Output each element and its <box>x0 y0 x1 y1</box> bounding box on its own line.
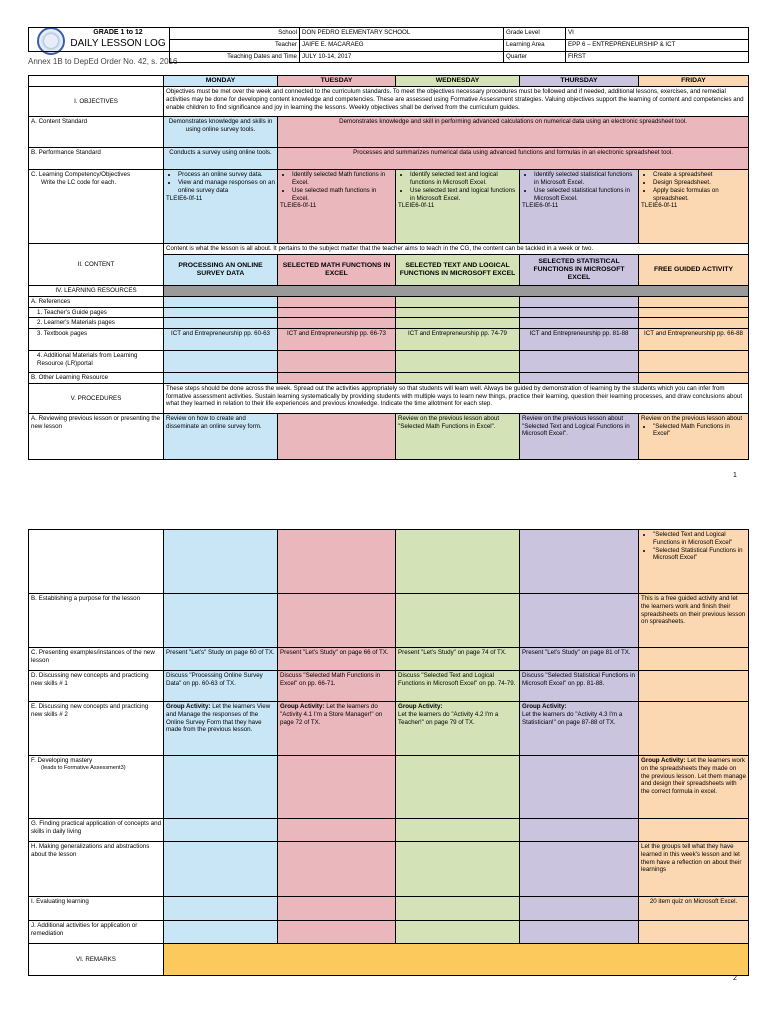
list-item: • "Selected Math Functions in Excel" <box>653 423 746 439</box>
evaluating-friday: 20 item quiz on Microsoft Excel. <box>639 897 749 921</box>
competency-thursday-list <box>522 171 636 202</box>
lc-code: TLEIE6-0f-11 <box>641 202 678 210</box>
presenting-thursday: Present "Let's Study" on page 81 of TX. <box>520 648 639 671</box>
review-friday-list <box>641 423 746 439</box>
group-activity-label: Group Activity: <box>166 703 211 710</box>
day-header-wednesday: WEDNESDAY <box>396 76 520 87</box>
performance-standard-rest: Processes and summarizes numerical data using advanced functions and formulas in an electronic spreadsheet tool. <box>278 148 749 170</box>
presenting-tuesday: Present "Let's Study" on page 66 of TX. <box>278 648 396 671</box>
competency-friday-list <box>641 171 746 202</box>
content-standard-label: A. Content Standard <box>29 117 164 148</box>
competency-wednesday-list <box>398 171 517 202</box>
annex-note: Annex 1B to DepEd Order No. 42, s. 2016 <box>28 57 178 66</box>
lesson-table-page-2 <box>28 529 749 976</box>
group-activity-label: Group Activity: <box>641 757 686 764</box>
quarter-value: FIRST <box>566 52 749 63</box>
header-table <box>28 27 749 63</box>
lc-code: TLEIE6-0f-11 <box>398 202 435 210</box>
presenting-monday: Present "Let's" Study on page 60 of TX. <box>164 648 278 671</box>
list-item: • Use selected text and logical functions in Microsoft Excel. <box>410 187 517 203</box>
textbook-wednesday: ICT and Entrepreneurship pp. 74-79 <box>396 329 520 351</box>
teacher-label: Teacher <box>170 40 300 52</box>
discuss1-thursday: Discuss "Selected Statistical Functions in Microsoft Excel" on pp. 81-88. <box>520 671 639 702</box>
review-monday: Review on how to create and disseminate an online survey form. <box>164 413 278 459</box>
list-item: • Identify selected statistical functions in Microsoft Excel. <box>534 171 636 187</box>
review-wednesday: Review on the previous lesson about "Selected Math Functions in Excel". <box>396 413 520 459</box>
objectives-text: Objectives must be met over the week and connected to the curriculum standards. To meet the objectives necessary procedures must be followed and if needed, additional lessons, exercises, and remedial activities may be done for developing content knowledge and competencies. These are assessed using Formative Assessment strategies. Valuing objectives support the learning of content and competencies and enable children to find significance and joy in learning the lessons. Weekly objectives shall be derived from the curriculum guides. <box>164 87 749 117</box>
list-item: • "Selected Text and Logical Functions in Microsoft Excel" <box>653 531 746 547</box>
remarks-label: VI. REMARKS <box>29 944 164 976</box>
school-label: School <box>170 28 300 40</box>
day-header-thursday: THURSDAY <box>520 76 639 87</box>
content-standard-rest: Demonstrates knowledge and skill in performing advanced calculations on numerical data using an electronic spreadsheet tool. <box>278 117 749 148</box>
list-item: • View and manage responses on an online survey data <box>178 179 275 195</box>
discuss2-wednesday: Let the learners do "Activity 4.2 I'm a Teacher!" on page 79 of TX. <box>398 710 499 726</box>
textbook-label: 3. Textbook pages <box>29 329 164 351</box>
generalization-label: H. Making generalizations and abstractions about the lesson <box>29 842 164 897</box>
list-item: • Design Spreadsheet. <box>653 179 746 187</box>
presenting-wednesday: Present "Let's Study" on page 74 of TX. <box>396 648 520 671</box>
presenting-label: C. Presenting examples/instances of the new lesson <box>29 648 164 671</box>
discuss2-thursday: Let the learners do "Activity 4.3 I'm a Statistician!" on page 87-88 of TX. <box>522 710 623 726</box>
teachers-guide-label: 1. Teacher's Guide pages <box>29 307 164 318</box>
textbook-friday: ICT and Entrepreneurship pp. 66-88 <box>639 329 749 351</box>
review-friday-list-continued <box>641 531 746 562</box>
discuss1-monday: Discuss "Processing Online Survey Data" on pp. 60-63 of TX. <box>164 671 278 702</box>
list-item: • Identify selected Math functions in Excel. <box>292 171 393 187</box>
learners-materials-label: 2. Learner's Materials pages <box>29 318 164 329</box>
lc-code: TLEIE6-0f-11 <box>522 202 559 210</box>
competency-label: C. Learning Competency/Objectives <box>31 171 131 179</box>
textbook-monday: ICT and Entrepreneurship pp. 60-63 <box>164 329 278 351</box>
discuss1-label: D. Discussing new concepts and practicing new skills # 1 <box>29 671 164 702</box>
generalization-friday: Let the groups tell what they have learned in this week's lesson and let them have a reflection on about their learnings <box>639 842 749 897</box>
group-activity-label: Group Activity: <box>280 703 325 710</box>
document-title: DAILY LESSON LOG <box>70 37 166 49</box>
textbook-thursday: ICT and Entrepreneurship pp. 81-88 <box>520 329 639 351</box>
procedures-note: These steps should be done across the week. Spread out the activities appropriately so that students will learn well. Always be guided by demonstration of learning by the students which you can infer from formative assessment activities. Sustain learning systematically by providing students with multiple ways to learn new things, practice their learning, question their learning processes, and draw conclusions about what they learned in relation to their life experiences and previous knowledge. Indicate the time allotment for each step. <box>164 383 749 413</box>
discuss1-tuesday: Discuss "Selected Math Functions in Excel" on pp. 66-71. <box>278 671 396 702</box>
review-friday-intro: Review on the previous lesson about <box>641 414 743 422</box>
list-item: • Use selected math functions in Excel. <box>292 187 393 203</box>
other-resources-label: B. Other Learning Resource <box>29 373 164 384</box>
competency-monday-list <box>166 171 275 194</box>
performance-standard-label: B. Performance Standard <box>29 148 164 170</box>
grade-range: GRADE 1 to 12 <box>93 29 143 36</box>
list-item: • Identify selected text and logical functions in Microsoft Excel. <box>410 171 517 187</box>
learning-area-label: Learning Area <box>504 40 566 52</box>
day-header-monday: MONDAY <box>164 76 278 87</box>
list-item: • Create a spreadsheet <box>653 171 746 179</box>
application-label: G. Finding practical application of concepts and skills in daily living <box>29 819 164 842</box>
page-number: 2 <box>733 975 737 982</box>
performance-standard-monday: Conducts a survey using online tools. <box>164 148 278 170</box>
lc-code: TLEIE6-0f-11 <box>166 194 203 202</box>
competency-sublabel: Write the LC code for each. <box>41 179 117 187</box>
purpose-label: B. Establishing a purpose for the lesson <box>29 594 164 648</box>
group-activity-label: Group Activity: <box>398 703 443 710</box>
page-number: 1 <box>733 472 737 479</box>
mastery-label: F. Developing mastery <box>31 757 93 764</box>
evaluating-label: I. Evaluating learning <box>29 897 164 921</box>
learning-area-value: EPP 6 – ENTREPRENEURSHIP & ICT <box>566 40 749 52</box>
content-wednesday: SELECTED TEXT AND LOGICAL FUNCTIONS IN MICROSOFT EXCEL <box>396 255 520 286</box>
content-thursday: SELECTED STATISTICAL FUNCTIONS IN MICROSOFT EXCEL <box>520 255 639 286</box>
teacher-value: JAIFE E. MACARAEG <box>300 40 504 52</box>
lc-code: TLEIE6-0f-11 <box>280 202 317 210</box>
day-header-friday: FRIDAY <box>639 76 749 87</box>
review-label: A. Reviewing previous lesson or presenting the new lesson <box>29 413 164 459</box>
mastery-sublabel: (leads to Formative Assessment3) <box>41 764 126 771</box>
grade-level-label: Grade Level <box>504 28 566 40</box>
content-monday: PROCESSING AN ONLINE SURVEY DATA <box>164 255 278 286</box>
dates-value: JULY 10-14, 2017 <box>300 52 504 63</box>
list-item: • "Selected Statistical Functions in Microsoft Excel" <box>653 547 746 563</box>
content-friday: FREE GUIDED ACTIVITY <box>639 255 749 286</box>
list-item: • Apply basic formulas on spreadsheet. <box>653 187 746 203</box>
additional-materials-label: 4. Additional Materials from Learning Resource (LR)portal <box>29 351 164 373</box>
procedures-label: V. PROCEDURES <box>29 383 164 413</box>
textbook-tuesday: ICT and Entrepreneurship pp. 66-73 <box>278 329 396 351</box>
content-tuesday: SELECTED MATH FUNCTIONS IN EXCEL <box>278 255 396 286</box>
quarter-label: Quarter <box>504 52 566 63</box>
list-item: • Process an online survey data. <box>178 171 275 179</box>
discuss2-label: E. Discussing new concepts and practicing new skills # 2 <box>29 702 164 756</box>
school-value: DON PEDRO ELEMENTARY SCHOOL <box>300 28 504 40</box>
discuss1-wednesday: Discuss "Selected Text and Logical Functions in Microsoft Excel" on pp. 74-79. <box>396 671 520 702</box>
references-label: A. References <box>29 296 164 307</box>
learning-resources-label: IV. LEARNING RESOURCES <box>29 286 164 297</box>
content-note: Content is what the lesson is all about. It pertains to the subject matter that the teacher aims to teach in the CG, the content can be tackled in a week or two. <box>164 244 749 255</box>
discuss2-tuesday: Let the learners do "Activity 4.1 I'm a Store Manager!" on page 72 of TX. <box>280 703 383 726</box>
content-standard-monday: Demonstrates knowledge and skills in using online survey tools. <box>164 117 278 148</box>
lesson-table-page-1 <box>28 75 749 460</box>
group-activity-label: Group Activity: <box>522 703 567 710</box>
competency-tuesday-list <box>280 171 393 202</box>
purpose-friday: This is a free guided activity and let the learners work and finish their spreadsheets on their previous lesson on spreasheets. <box>639 594 749 648</box>
day-header-tuesday: TUESDAY <box>278 76 396 87</box>
discuss2-monday: Let the learners View and Manage the responses of the Online Survey Form that they have made from the previous lesson. <box>166 703 271 734</box>
mastery-friday: Let the learners work on the spreadsheets they made on the previous lesson. Let them manage and design their spreadsheets with the correct formula in excel. <box>641 757 746 795</box>
list-item: • Use selected statistical functions in Microsoft Excel. <box>534 187 636 203</box>
review-thursday: Review on the previous lesson about "Selected Text and Logical Functions in Microsoft Excel". <box>520 413 639 459</box>
objectives-label: I. OBJECTIVES <box>29 87 164 117</box>
additional-activities-label: J. Additional activities for application or remediation <box>29 921 164 944</box>
dates-label: Teaching Dates and Time <box>170 52 300 63</box>
content-label: II. CONTENT <box>29 244 164 286</box>
grade-level-value: VI <box>566 28 749 40</box>
